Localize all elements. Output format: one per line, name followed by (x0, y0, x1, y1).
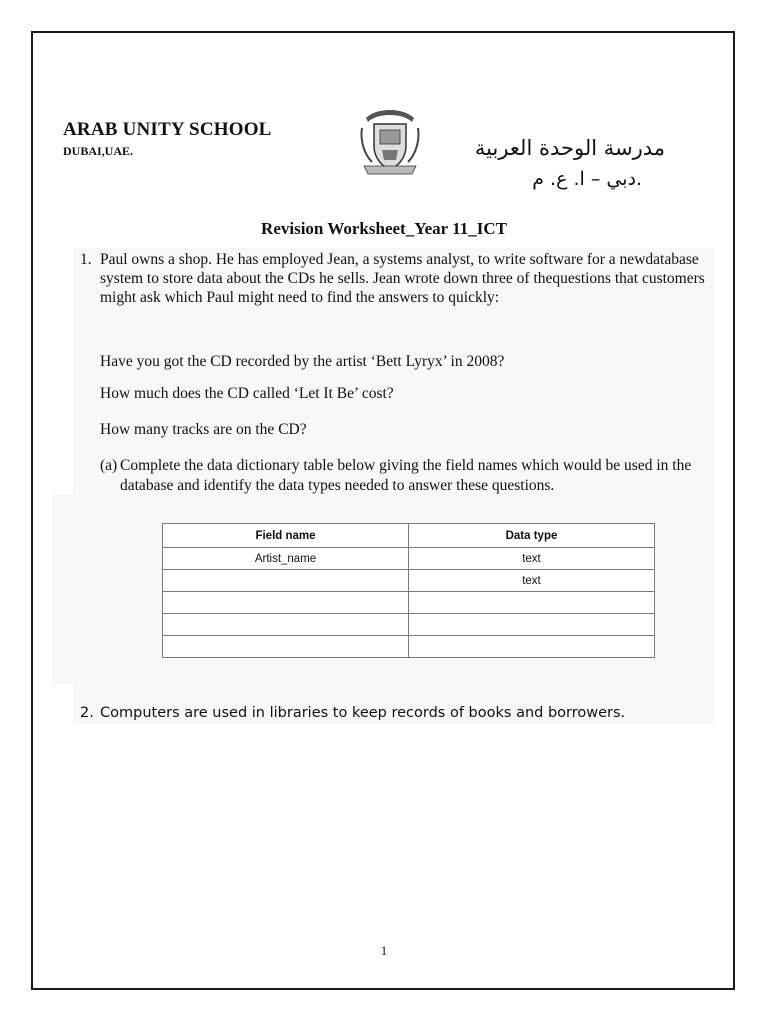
table-cell-data-type: text (409, 570, 655, 592)
page-number: 1 (380, 943, 388, 958)
question-1-intro: Paul owns a shop. He has employed Jean, a systems analyst, to write software for a newdatabase system to store data about the CDs he sells. Jean wrote down three of thequestions that customers might ask which Paul might need to find the answers to quickly: (100, 251, 705, 306)
part-a-label: (a) (100, 457, 118, 474)
school-location-english: DUBAI,UAE. (63, 144, 134, 158)
table-row (163, 636, 655, 658)
question-1-line-tracks: How many tracks are on the CD? (100, 421, 307, 438)
table-row (163, 548, 655, 570)
table-cell-field-name (163, 592, 409, 614)
school-name-arabic: مدرسة الوحدة العربية (474, 136, 665, 160)
table-cell-field-name (163, 614, 409, 636)
table-cell-field-name (163, 636, 409, 658)
worksheet-title: Revision Worksheet_Year 11_ICT (261, 219, 507, 238)
question-1-line-artist: Have you got the CD recorded by the artist ‘Bett Lyryx’ in 2008? (100, 353, 505, 370)
header-field-name: Field name (163, 524, 409, 548)
question-2-number: 2. (80, 705, 94, 721)
question-background-extension (52, 494, 82, 684)
question-1 (80, 250, 710, 307)
table-cell-field-name: Artist_name (163, 548, 409, 570)
question-2 (80, 705, 625, 721)
part-a-text: Complete the data dictionary table below giving the field names which would be used in the database and identify the data types needed to answer these questions. (120, 457, 692, 494)
question-1-line-cost: How much does the CD called ‘Let It Be’ cost? (100, 385, 394, 402)
table-row (163, 614, 655, 636)
header-data-type: Data type (409, 524, 655, 548)
school-crest-logo (356, 106, 424, 178)
table-cell-data-type (409, 614, 655, 636)
table-row (163, 592, 655, 614)
table-cell-data-type (409, 636, 655, 658)
table-cell-data-type: text (409, 548, 655, 570)
school-name-english: ARAB UNITY SCHOOL (63, 119, 272, 140)
question-1-number: 1. (80, 251, 92, 268)
data-dictionary-table (162, 523, 655, 658)
table-row (163, 570, 655, 592)
question-1-part-a (100, 456, 710, 496)
table-cell-data-type (409, 592, 655, 614)
school-location-arabic: .دبي – ا. ع. م (532, 168, 642, 190)
question-2-text: Computers are used in libraries to keep records of books and borrowers. (100, 705, 626, 721)
table-cell-field-name (163, 570, 409, 592)
table-header-row (163, 524, 655, 548)
